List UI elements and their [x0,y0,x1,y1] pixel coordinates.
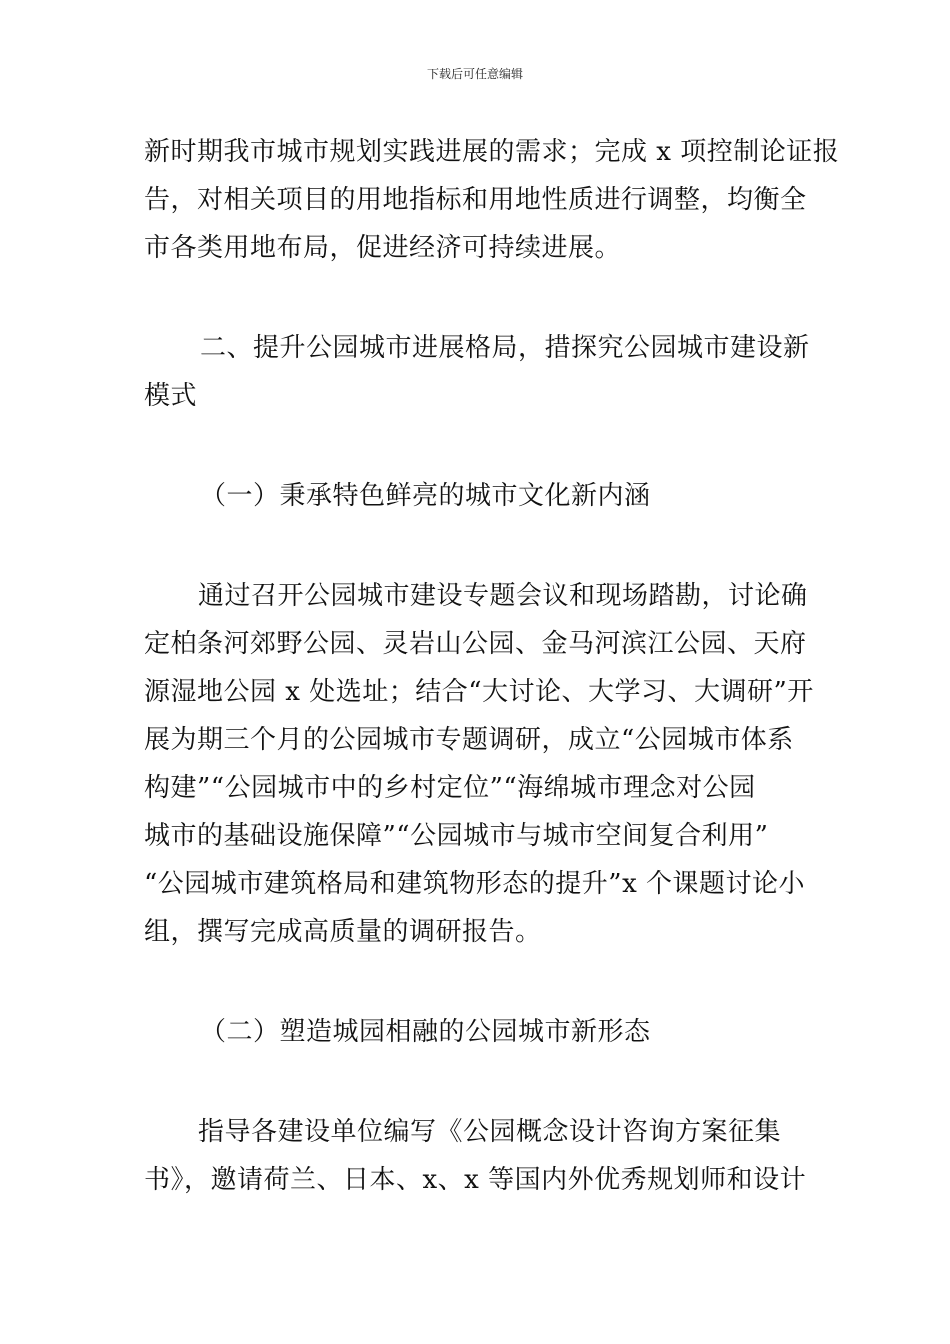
text-line: 组，撰写完成高质量的调研报告。 [144,917,542,947]
heading-line: 模式 [144,381,198,411]
text-line: 构建”“公园城市中的乡村定位”“海绵城市理念对公园 [144,773,756,803]
text-line: 新时期我市城市规划实践进展的需求；完成 x 项控制论证报 [144,137,840,167]
text-line: 定柏条河郊野公园、灵岩山公园、金马河滨江公园、天府 [144,629,807,659]
paragraph-gap [144,1056,808,1108]
paragraph-gap [144,420,808,472]
page-header-note: 下载后可任意编辑 [426,67,523,81]
text-line: 书》，邀请荷兰、日本、x、x 等国内外优秀规划师和设计 [144,1165,807,1195]
paragraph-continuation [144,128,840,272]
text-line: 指导各建设单位编写《公园概念设计咨询方案征集 [198,1117,782,1147]
text-line: 通过召开公园城市建设专题会议和现场踏勘，讨论确 [198,581,808,611]
heading-line: （一）秉承特色鲜亮的城市文化新内涵 [200,481,651,511]
subsection-heading [144,1008,808,1056]
paragraph-gap [144,956,808,1008]
text-line: 告，对相关项目的用地指标和用地性质进行调整，均衡全 [144,185,807,215]
text-line: “公园城市建筑格局和建筑物形态的提升”x 个课题讨论小 [144,869,806,899]
paragraph [144,1108,808,1204]
text-line: 市各类用地布局，促进经济可持续进展。 [144,233,622,263]
text-line: 城市的基础设施保障”“公园城市与城市空间复合利用” [144,821,769,851]
heading-line: （二）塑造城园相融的公园城市新形态 [200,1017,651,1047]
text-line: 源湿地公园 x 处选址；结合“大讨论、大学习、大调研”开 [144,677,814,707]
subsection-heading [144,472,808,520]
heading-line: 二、提升公园城市进展格局，措探究公园城市建设新 [200,333,810,363]
text-line: 展为期三个月的公园城市专题调研，成立“公园城市体系 [144,725,794,755]
document-body [144,128,840,1204]
paragraph-gap [144,272,808,324]
paragraph [144,572,814,956]
section-heading [144,324,808,420]
paragraph-gap [144,520,808,572]
